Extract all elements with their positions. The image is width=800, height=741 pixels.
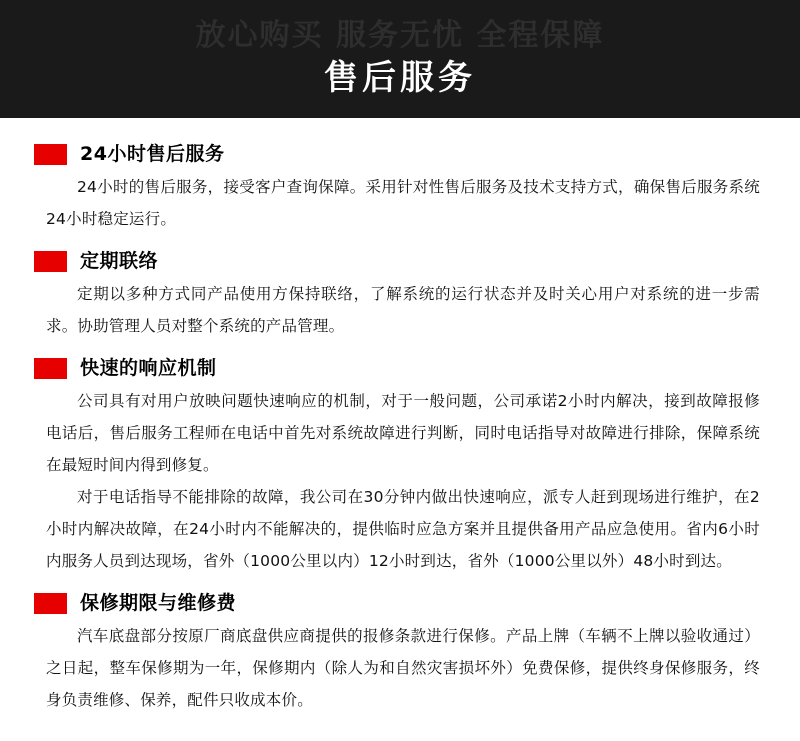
- section-heading: [34, 144, 766, 165]
- section-24h-service: [34, 144, 766, 235]
- red-square-bullet-icon: [34, 593, 67, 614]
- section-paragraph: 定期以多种方式同产品使用方保持联络，了解系统的运行状态并及时关心用户对系统的进一步需求。协助管理人员对整个系统的产品管理。: [46, 285, 760, 335]
- section-title: 保修期限与维修费: [80, 592, 237, 614]
- banner-watermark-text: 放心购买 服务无忧 全程保障: [195, 18, 605, 53]
- content-body: [0, 118, 800, 716]
- red-square-bullet-icon: [34, 251, 67, 272]
- section-warranty-period: [34, 593, 766, 716]
- section-paragraph: 汽车底盘部分按原厂商底盘供应商提供的报修条款进行保修。产品上牌（车辆不上牌以验收通过）之日起，整车保修期为一年，保修期内（除人为和自然灾害损坏外）免费保修，提供终身保修服务，终身负责维修、保养，配件只收成本价。: [46, 627, 760, 709]
- section-paragraph: 公司具有对用户放映问题快速响应的机制，对于一般问题，公司承诺2小时内解决，接到故障报修电话后，售后服务工程师在电话中首先对系统故障进行判断，同时电话指导对故障进行排除，保障系统在最短时间内得到修复。: [46, 392, 760, 474]
- section-title: 定期联络: [80, 250, 159, 272]
- section-paragraph: 对于电话指导不能排除的故障，我公司在30分钟内做出快速响应，派专人赶到现场进行维护，在2小时内解决故障，在24小时内不能解决的，提供临时应急方案并且提供备用产品应急使用。省内6小时内服务人员到达现场，省外（1000公里以内）12小时到达，省外（1000公里以外）48小时到达。: [46, 488, 760, 570]
- section-paragraph: 24小时的售后服务，接受客户查询保障。采用针对性售后服务及技术支持方式，确保售后服务系统24小时稳定运行。: [46, 178, 760, 228]
- page-title: 售后服务: [324, 58, 476, 98]
- section-rapid-response: [34, 358, 766, 577]
- red-square-bullet-icon: [34, 358, 67, 379]
- section-regular-contact: [34, 251, 766, 342]
- header-banner: [0, 0, 800, 118]
- section-title: 快速的响应机制: [80, 357, 217, 379]
- red-square-bullet-icon: [34, 144, 67, 165]
- section-title: 24小时售后服务: [80, 143, 225, 165]
- section-heading: [34, 358, 766, 379]
- section-heading: [34, 251, 766, 272]
- section-heading: [34, 593, 766, 614]
